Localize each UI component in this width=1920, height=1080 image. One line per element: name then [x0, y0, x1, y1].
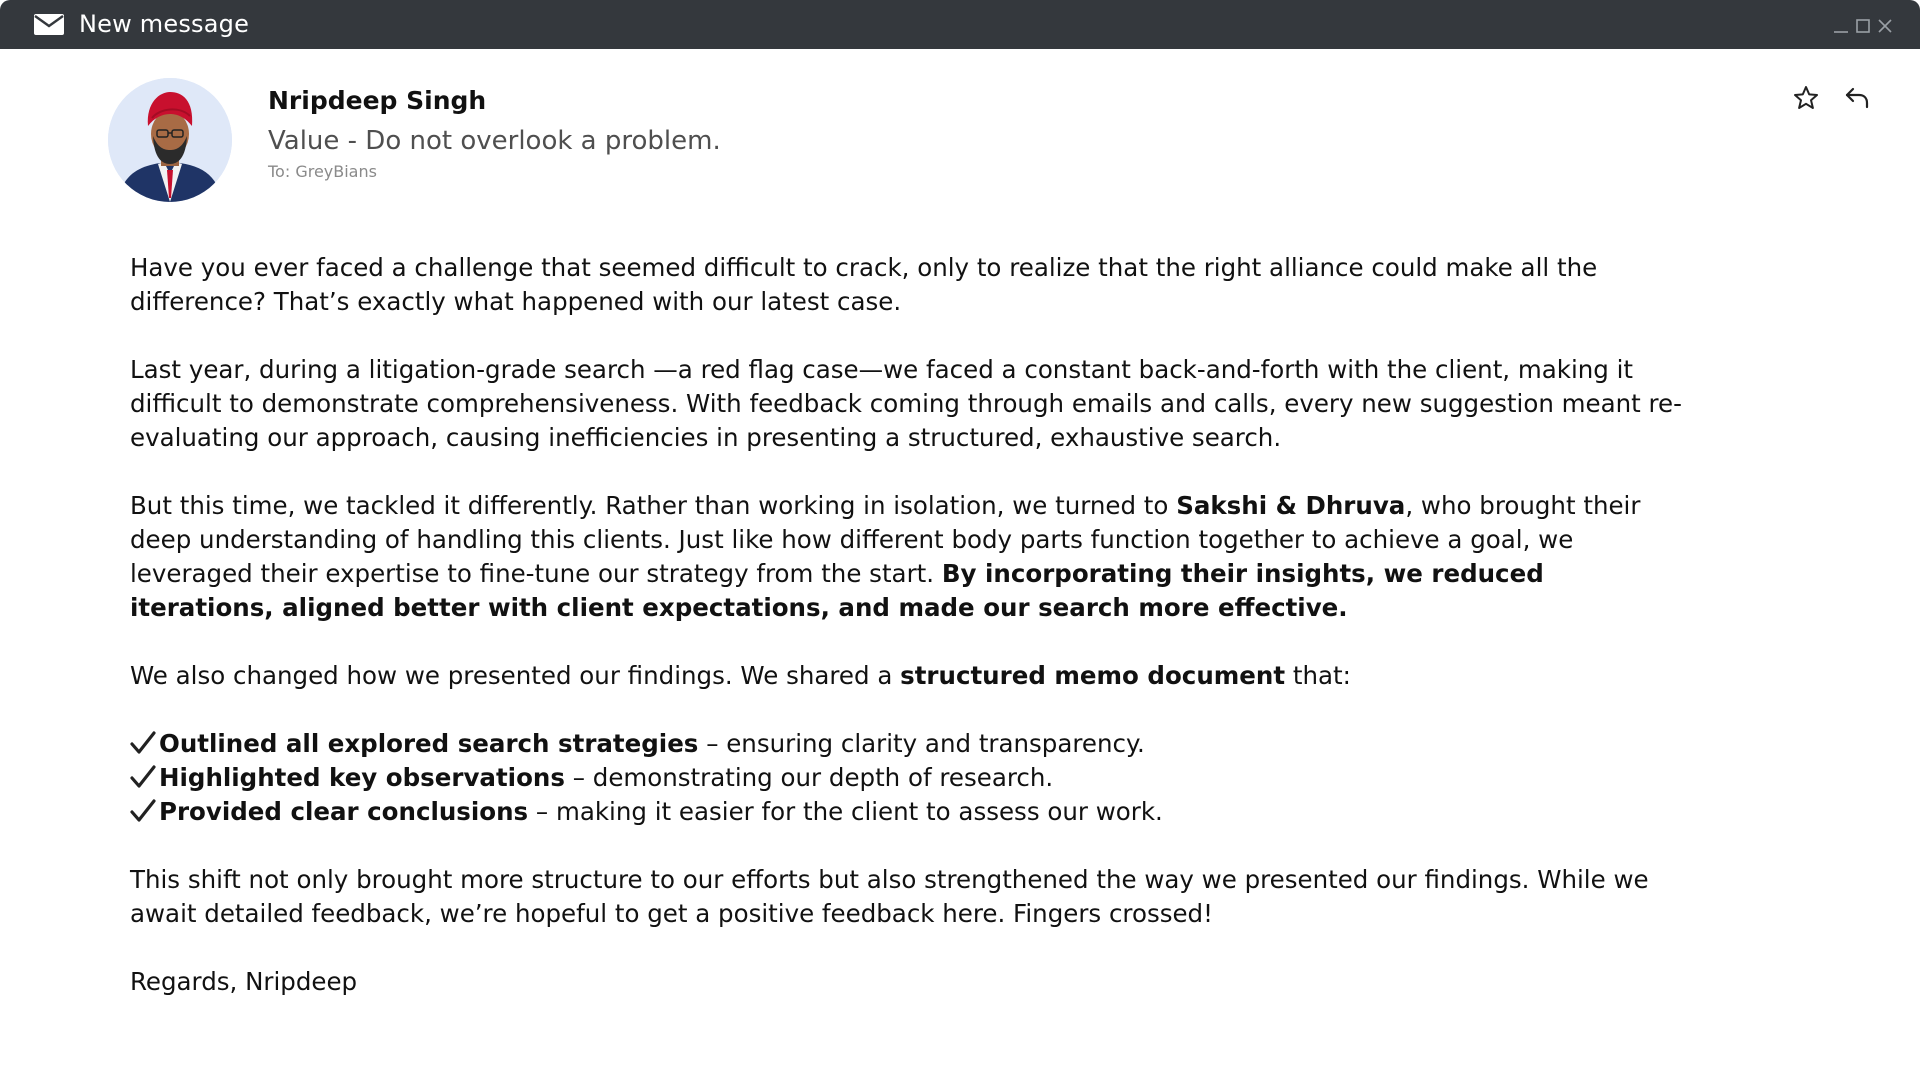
maximize-icon[interactable] [1854, 17, 1872, 35]
memo-text-end: that: [1285, 661, 1351, 690]
checklist-item-title: Outlined all explored search strategies [159, 729, 699, 758]
checklist-item [130, 795, 1690, 829]
sender-avatar [108, 78, 232, 202]
checkmark-icon [130, 798, 156, 824]
checklist-item [130, 761, 1690, 795]
checklist-item-detail: – making it easier for the client to assess our work. [528, 797, 1163, 826]
checklist-item [130, 727, 1690, 761]
checklist-item-title: Provided clear conclusions [159, 797, 529, 826]
body-paragraph-memo [130, 659, 1690, 693]
memo-checklist [130, 727, 1690, 829]
approach-result: By incorporating their insights, we reduced iterations, aligned better with client expectations, and made our search more effective. [130, 559, 1544, 622]
body-paragraph-intro: Have you ever faced a challenge that seemed difficult to crack, only to realize that the right alliance could make all the difference? That’s exactly what happened with our latest case. [130, 253, 1598, 316]
body-paragraph-closing: This shift not only brought more structure to our efforts but also strengthened the way we presented our findings. While we await detailed feedback, we’re hopeful to get a positive feedback here. Fingers crossed! [130, 865, 1649, 928]
sender-name: Nripdeep Singh [268, 86, 487, 115]
approach-text-middle: , who brought their deep understanding of handling this clients. Just like how different body parts function together to achieve a goal, we leveraged their expertise to fine-tune our strategy from the start. [130, 491, 1641, 588]
checkmark-icon [130, 764, 156, 790]
email-subject: Value - Do not overlook a problem. [268, 126, 721, 156]
close-icon[interactable] [1876, 17, 1894, 35]
approach-text-start: But this time, we tackled it differently. Rather than working in isolation, we turned to [130, 491, 1177, 520]
mail-icon [34, 14, 64, 35]
star-icon[interactable] [1792, 84, 1820, 112]
email-body [130, 251, 1690, 1033]
memo-text-start: We also changed how we presented our findings. We shared a [130, 661, 901, 690]
checklist-item-detail: – ensuring clarity and transparency. [698, 729, 1145, 758]
minimize-icon[interactable] [1832, 17, 1850, 35]
approach-names: Sakshi & Dhruva [1176, 491, 1406, 520]
window-title: New message [79, 10, 250, 38]
window-titlebar [0, 0, 1920, 49]
checklist-item-title: Highlighted key observations [159, 763, 565, 792]
reply-icon[interactable] [1843, 84, 1871, 112]
email-signature: Regards, Nripdeep [130, 967, 358, 996]
body-paragraph-background: Last year, during a litigation-grade search —a red flag case—we faced a constant back-and-forth with the client, making it difficult to demonstrate comprehensiveness. With feedback coming through emails and calls, every new suggestion meant re-evaluating our approach, causing inefficiencies in presenting a structured, exhaustive search. [130, 355, 1682, 452]
avatar-portrait [108, 78, 232, 202]
memo-document: structured memo document [900, 661, 1286, 690]
checklist-item-detail: – demonstrating our depth of research. [564, 763, 1054, 792]
body-paragraph-approach [130, 489, 1690, 625]
recipient-line: To: GreyBians [268, 162, 377, 181]
checkmark-icon [130, 730, 156, 756]
